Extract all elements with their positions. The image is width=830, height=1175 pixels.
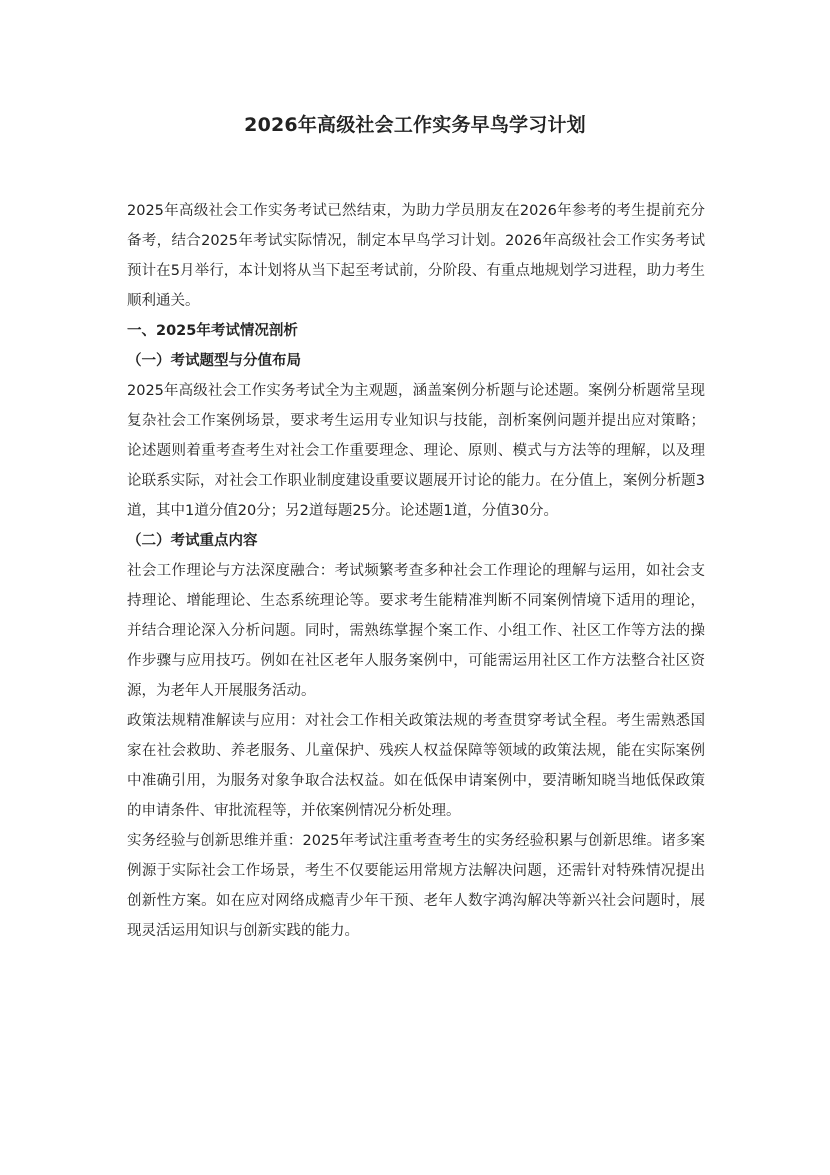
key-point-policy: 政策法规精准解读与应用：对社会工作相关政策法规的考查贯穿考试全程。考生需熟悉国家在社会救助、养老服务、儿童保护、残疾人权益保障等领域的政策法规，能在实际案例中准确引用，为服务对象争取合法权益。如在低保申请案例中，要清晰知晓当地低保政策的申请条件、审批流程等，并依案例情况分析处理。 xyxy=(127,713,705,819)
subsection-heading-format: （一）考试题型与分值布局 xyxy=(127,353,301,369)
intro-paragraph: 2025年高级社会工作实务考试已然结束，为助力学员朋友在2026年参考的考生提前充分备考，结合2025年考试实际情况，制定本早鸟学习计划。2026年高级社会工作实务考试预计在5月举行，本计划将从当下起至考试前，分阶段、有重点地规划学习进程，助力考生顺利通关。 xyxy=(127,203,705,309)
document-body xyxy=(127,196,705,946)
format-paragraph: 2025年高级社会工作实务考试全为主观题，涵盖案例分析题与论述题。案例分析题常呈现复杂社会工作案例场景，要求考生运用专业知识与技能，剖析案例问题并提出应对策略；论述题则着重考查考生对社会工作重要理念、理论、原则、模式与方法等的理解，以及理论联系实际，对社会工作职业制度建设重要议题展开讨论的能力。在分值上，案例分析题3道，其中1道分值20分；另2道每题25分。论述题1道，分值30分。 xyxy=(127,383,705,519)
page-title: 2026年高级社会工作实务早鸟学习计划 xyxy=(244,114,586,136)
section-heading-analysis: 一、2025年考试情况剖析 xyxy=(127,323,298,339)
key-point-practice: 实务经验与创新思维并重：2025年考试注重考查考生的实务经验积累与创新思维。诸多案例源于实际社会工作场景，考生不仅要能运用常规方法解决问题，还需针对特殊情况提出创新性方案。如在应对网络成瘾青少年干预、老年人数字鸿沟解决等新兴社会问题时，展现灵活运用知识与创新实践的能力。 xyxy=(127,833,705,939)
key-point-theory: 社会工作理论与方法深度融合：考试频繁考查多种社会工作理论的理解与运用，如社会支持理论、增能理论、生态系统理论等。要求考生能精准判断不同案例情境下适用的理论，并结合理论深入分析问题。同时，需熟练掌握个案工作、小组工作、社区工作等方法的操作步骤与应用技巧。例如在社区老年人服务案例中，可能需运用社区工作方法整合社区资源，为老年人开展服务活动。 xyxy=(127,563,705,699)
subsection-heading-key-content: （二）考试重点内容 xyxy=(127,533,258,549)
